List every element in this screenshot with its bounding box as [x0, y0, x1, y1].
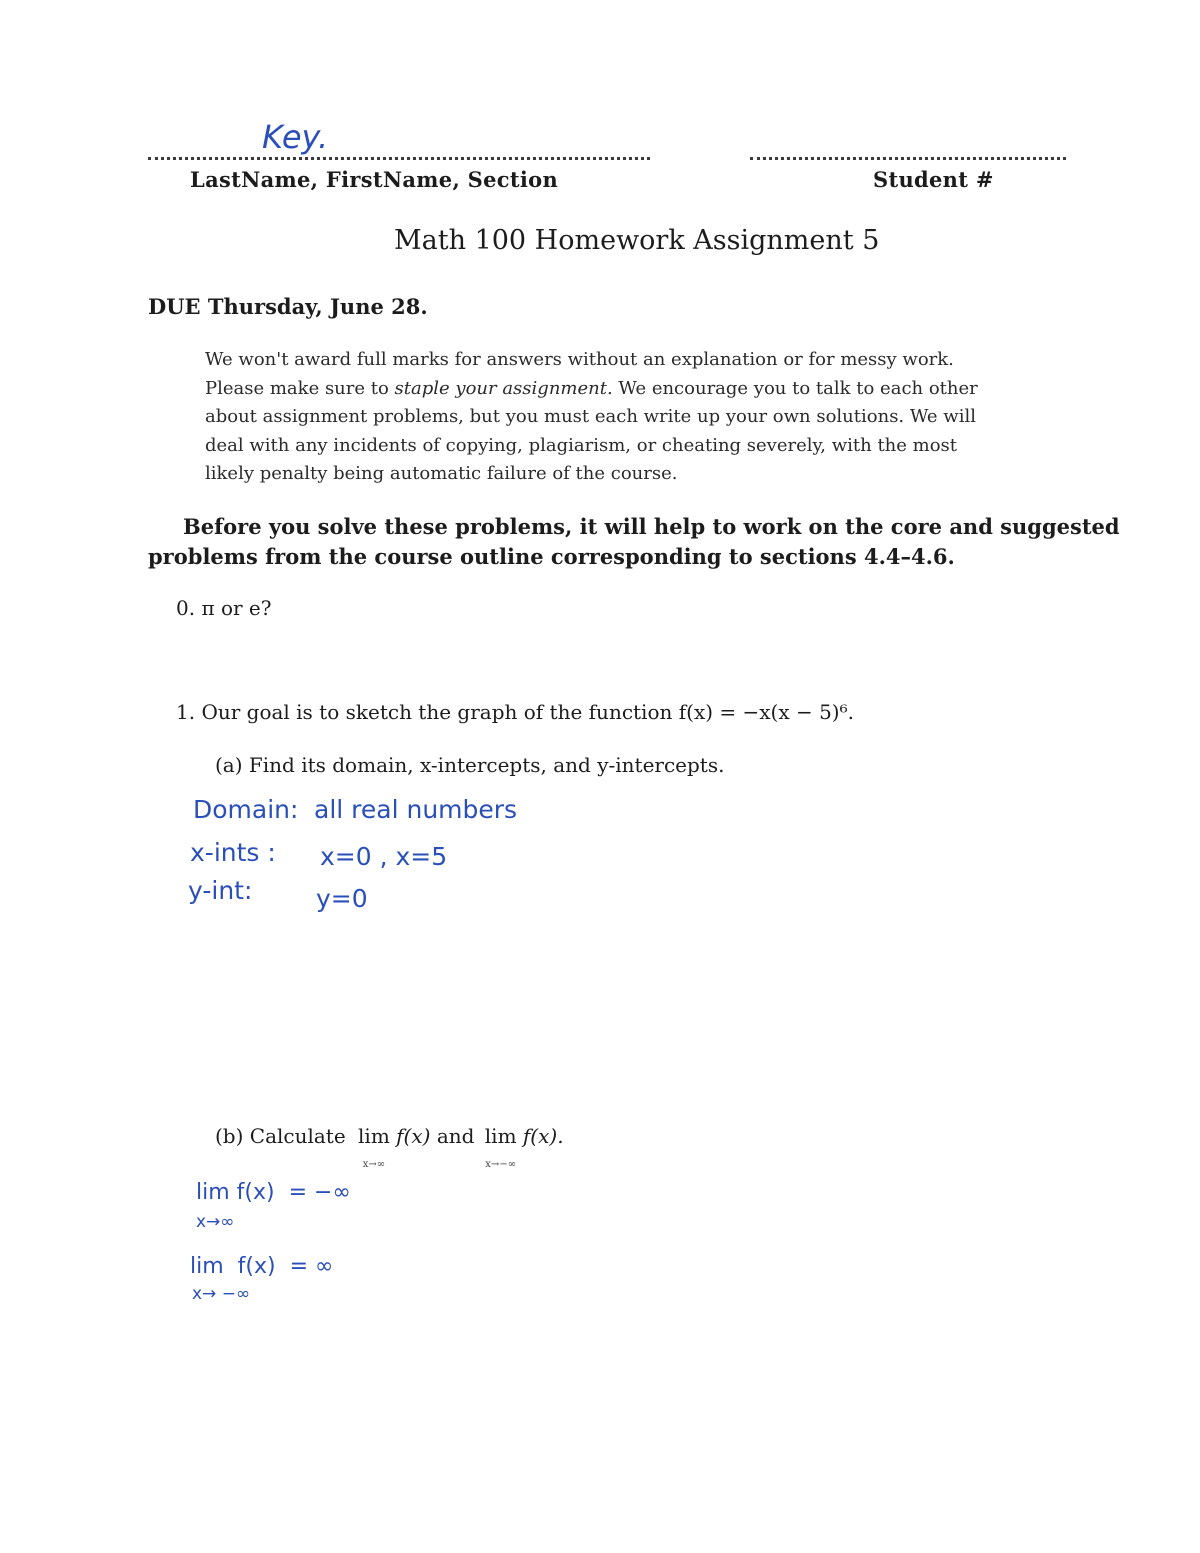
question-0: 0. π or e? [176, 596, 272, 620]
instructions-line: about assignment problems, but you must each write up your own solutions. We will [205, 406, 976, 427]
answer-limit-2-subscript: x→ −∞ [192, 1284, 251, 1304]
limit-operator: lim [484, 1124, 517, 1148]
answer-yint-value: y=0 [316, 884, 368, 913]
student-number-line [750, 157, 1066, 160]
answer-domain-value: all real numbers [314, 795, 518, 824]
limit-subscript: x→∞ [362, 1159, 386, 1170]
answer-xints-value: x=0 , x=5 [320, 842, 448, 871]
staple-emphasis: staple your assignment. [394, 377, 613, 399]
limit-operator: lim [358, 1124, 390, 1148]
name-handwritten-value: Key. [262, 118, 329, 156]
question-1a: (a) Find its domain, x-intercepts, and y-intercepts. [215, 753, 725, 777]
student-number-label: Student # [873, 167, 994, 192]
question-1b: (b) Calculate lim x→∞ f(x) and lim x→−∞ f(x). [215, 1124, 564, 1170]
instructions-line: We won't award full marks for answers without an explanation or for messy work. [205, 349, 954, 370]
answer-domain-label: Domain: [193, 795, 299, 824]
question-1-prompt: 1. Our goal is to sketch the graph of the function f(x) = −x(x − 5)⁶. [176, 700, 854, 724]
answer-yint-label: y-int: [188, 876, 253, 905]
instructions-line: deal with any incidents of copying, plagiarism, or cheating severely, with the most [205, 434, 958, 456]
answer-xints-label: x-ints : [190, 838, 276, 867]
intro-line-1: Before you solve these problems, it will help to work on the core and suggested [183, 514, 1120, 539]
intro-line-2: problems from the course outline corresponding to sections 4.4–4.6. [148, 544, 955, 569]
instructions-line: likely penalty being automatic failure of the course. [205, 463, 678, 484]
assignment-title: Math 100 Homework Assignment 5 [394, 225, 880, 256]
answer-limit-1: lim f(x) = −∞ [196, 1180, 351, 1205]
answer-limit-1-subscript: x→∞ [196, 1212, 235, 1232]
instructions-line: Please make sure to staple your assignment. We encourage you to talk to each other [205, 377, 978, 399]
due-date: DUE Thursday, June 28. [148, 294, 428, 319]
answer-limit-2: lim f(x) = ∞ [190, 1254, 334, 1279]
instructions-paragraph [205, 346, 1015, 489]
name-field-label: LastName, FirstName, Section [190, 167, 559, 192]
name-line [148, 157, 650, 160]
limit-subscript: x→−∞ [485, 1159, 517, 1170]
